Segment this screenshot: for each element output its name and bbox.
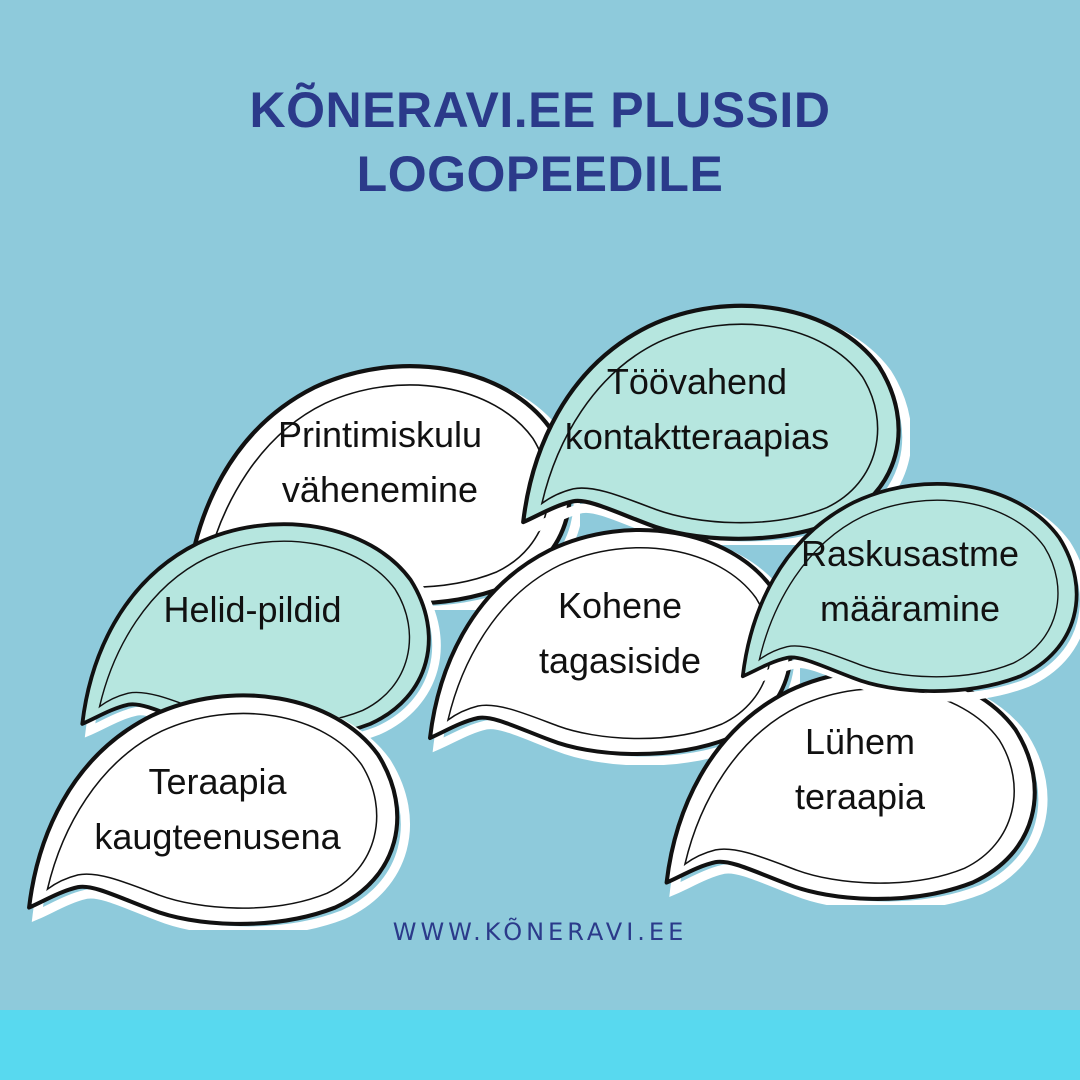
title-line-1: KÕNERAVI.EE PLUSSID xyxy=(249,82,831,138)
bottom-band xyxy=(0,1010,1080,1080)
bubble-text-helid-pildid: Helid-pildid xyxy=(163,589,342,630)
website-url[interactable]: WWW.KÕNERAVI.EE xyxy=(392,918,688,946)
bubble-text-teraapia-kaugteenusena: Teraapia kaugteenusena xyxy=(94,761,341,857)
bubble-text-luhem-teraapia: Lühem teraapia xyxy=(794,721,926,817)
bubble-text-toovahend: Töövahend kontaktteraapias xyxy=(564,361,830,457)
bubble-text-kohene-tagasiside: Kohene tagasiside xyxy=(538,585,702,681)
title-line-2: LOGOPEEDILE xyxy=(356,146,724,202)
bubble-text-raskusastme: Raskusastme määramine xyxy=(800,533,1020,629)
bubble-text-printimiskulu: Printimiskulu vähenemine xyxy=(277,414,483,510)
